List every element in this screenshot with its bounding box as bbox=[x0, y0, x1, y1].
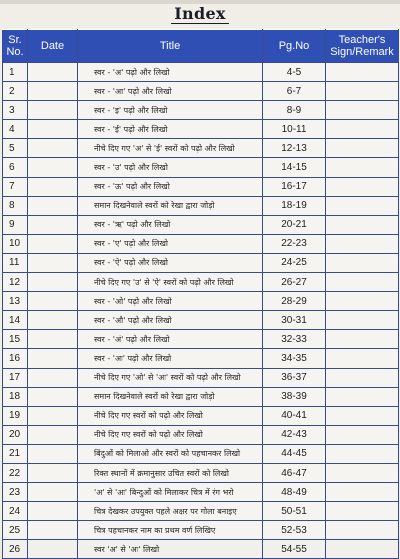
cell-page-no: 26-27 bbox=[263, 273, 326, 292]
cell-page-no: 28-29 bbox=[263, 292, 326, 311]
cell-date bbox=[28, 540, 78, 559]
cell-sr-no: 15 bbox=[3, 330, 28, 349]
cell-page-no: 40-41 bbox=[263, 406, 326, 425]
cell-teacher-sign bbox=[326, 63, 399, 82]
cell-sr-no: 17 bbox=[3, 368, 28, 387]
cell-sr-no: 25 bbox=[3, 521, 28, 540]
table-row bbox=[3, 215, 399, 234]
cell-title: स्वर - 'अं' पढ़ो और लिखो bbox=[78, 330, 263, 349]
cell-sr-no: 5 bbox=[3, 139, 28, 158]
cell-teacher-sign bbox=[326, 196, 399, 215]
cell-sr-no: 16 bbox=[3, 349, 28, 368]
header-date: Date bbox=[28, 30, 78, 63]
cell-date bbox=[28, 196, 78, 215]
cell-title: 'अ' से 'अः' बिन्दुओं को मिलाकर चित्र में रंग भरो bbox=[78, 483, 263, 502]
cell-page-no: 54-55 bbox=[263, 540, 326, 559]
cell-teacher-sign bbox=[326, 463, 399, 482]
cell-teacher-sign bbox=[326, 444, 399, 463]
cell-teacher-sign bbox=[326, 215, 399, 234]
cell-sr-no: 2 bbox=[3, 82, 28, 101]
cell-teacher-sign bbox=[326, 521, 399, 540]
cell-title: स्वर - 'उ' पढ़ो और लिखो bbox=[78, 158, 263, 177]
cell-sr-no: 19 bbox=[3, 406, 28, 425]
cell-teacher-sign bbox=[326, 540, 399, 559]
cell-date bbox=[28, 425, 78, 444]
cell-sr-no: 24 bbox=[3, 502, 28, 521]
table-row bbox=[3, 311, 399, 330]
cell-title: स्वर - 'ई' पढ़ो और लिखो bbox=[78, 120, 263, 139]
cell-teacher-sign bbox=[326, 368, 399, 387]
cell-page-no: 4-5 bbox=[263, 63, 326, 82]
cell-teacher-sign bbox=[326, 139, 399, 158]
cell-sr-no: 23 bbox=[3, 483, 28, 502]
title-underline bbox=[171, 23, 229, 24]
cell-sr-no: 7 bbox=[3, 177, 28, 196]
table-row bbox=[3, 120, 399, 139]
cell-sr-no: 26 bbox=[3, 540, 28, 559]
cell-sr-no: 8 bbox=[3, 196, 28, 215]
header-teacher-sign bbox=[326, 30, 399, 63]
cell-title: नीचे दिए गए 'अ' से 'ई' स्वरों को पढ़ो और लिखो bbox=[78, 139, 263, 158]
cell-sr-no: 12 bbox=[3, 273, 28, 292]
cell-date bbox=[28, 63, 78, 82]
page-title: Index bbox=[174, 4, 226, 23]
table-row bbox=[3, 101, 399, 120]
table-row bbox=[3, 463, 399, 482]
cell-page-no: 50-51 bbox=[263, 502, 326, 521]
cell-date bbox=[28, 273, 78, 292]
cell-teacher-sign bbox=[326, 311, 399, 330]
cell-page-no: 22-23 bbox=[263, 234, 326, 253]
cell-title: चित्र देखकर उपयुक्त पहले अक्षर पर गोला बनाइए bbox=[78, 502, 263, 521]
cell-title: स्वर - 'ऋ' पढ़ो और लिखो bbox=[78, 215, 263, 234]
cell-date bbox=[28, 101, 78, 120]
cell-teacher-sign bbox=[326, 273, 399, 292]
cell-page-no: 8-9 bbox=[263, 101, 326, 120]
cell-date bbox=[28, 483, 78, 502]
cell-date bbox=[28, 253, 78, 272]
cell-page-no: 30-31 bbox=[263, 311, 326, 330]
cell-date bbox=[28, 463, 78, 482]
header-page-no: Pg.No bbox=[263, 30, 326, 63]
table-row bbox=[3, 63, 399, 82]
table-row bbox=[3, 196, 399, 215]
table-row bbox=[3, 368, 399, 387]
cell-title: रिक्त स्थानों में क्रमानुसार उचित स्वरों को लिखो bbox=[78, 463, 263, 482]
cell-date bbox=[28, 82, 78, 101]
table-row bbox=[3, 502, 399, 521]
cell-date bbox=[28, 406, 78, 425]
header-sr-no bbox=[3, 30, 28, 63]
cell-sr-no: 13 bbox=[3, 292, 28, 311]
cell-page-no: 10-11 bbox=[263, 120, 326, 139]
cell-teacher-sign bbox=[326, 82, 399, 101]
cell-sr-no: 6 bbox=[3, 158, 28, 177]
cell-date bbox=[28, 139, 78, 158]
cell-page-no: 24-25 bbox=[263, 253, 326, 272]
cell-title: बिंदुओं को मिलाओ और स्वरों को पहचानकर लिखो bbox=[78, 444, 263, 463]
cell-title: स्वर - 'आ' पढ़ो और लिखो bbox=[78, 82, 263, 101]
cell-date bbox=[28, 330, 78, 349]
cell-sr-no: 18 bbox=[3, 387, 28, 406]
cell-title: स्वर - 'अ' पढ़ो और लिखो bbox=[78, 63, 263, 82]
cell-page-no: 38-39 bbox=[263, 387, 326, 406]
table-row bbox=[3, 406, 399, 425]
cell-date bbox=[28, 177, 78, 196]
cell-teacher-sign bbox=[326, 292, 399, 311]
cell-title: स्वर - 'ए' पढ़ो और लिखो bbox=[78, 234, 263, 253]
table-row bbox=[3, 444, 399, 463]
cell-page-no: 48-49 bbox=[263, 483, 326, 502]
cell-sr-no: 11 bbox=[3, 253, 28, 272]
table-row bbox=[3, 158, 399, 177]
cell-sr-no: 20 bbox=[3, 425, 28, 444]
cell-teacher-sign bbox=[326, 101, 399, 120]
cell-page-no: 34-35 bbox=[263, 349, 326, 368]
cell-teacher-sign bbox=[326, 387, 399, 406]
cell-page-no: 16-17 bbox=[263, 177, 326, 196]
table-row bbox=[3, 425, 399, 444]
cell-sr-no: 3 bbox=[3, 101, 28, 120]
cell-teacher-sign bbox=[326, 330, 399, 349]
cell-page-no: 12-13 bbox=[263, 139, 326, 158]
cell-title: स्वर 'अ' से 'अः' लिखो bbox=[78, 540, 263, 559]
table-header-row bbox=[3, 30, 399, 63]
table-row bbox=[3, 234, 399, 253]
cell-title: नीचे दिए गए स्वरों को पढ़ो और लिखो bbox=[78, 425, 263, 444]
cell-title: चित्र पहचानकर नाम का प्रथम वर्ण लिखिए bbox=[78, 521, 263, 540]
cell-sr-no: 9 bbox=[3, 215, 28, 234]
table-row bbox=[3, 330, 399, 349]
cell-sr-no: 4 bbox=[3, 120, 28, 139]
cell-page-no: 20-21 bbox=[263, 215, 326, 234]
cell-date bbox=[28, 444, 78, 463]
table-row bbox=[3, 292, 399, 311]
cell-date bbox=[28, 368, 78, 387]
cell-date bbox=[28, 521, 78, 540]
cell-title: स्वर - 'ऐ' पढ़ो और लिखो bbox=[78, 253, 263, 272]
cell-page-no: 6-7 bbox=[263, 82, 326, 101]
cell-title: समान दिखनेवाले स्वरों को रेखा द्वारा जोड़ो bbox=[78, 196, 263, 215]
cell-sr-no: 22 bbox=[3, 463, 28, 482]
cell-teacher-sign bbox=[326, 406, 399, 425]
cell-teacher-sign bbox=[326, 425, 399, 444]
cell-page-no: 32-33 bbox=[263, 330, 326, 349]
table-row bbox=[3, 253, 399, 272]
cell-title: नीचे दिए गए 'उ' से 'ऐ' स्वरों को पढ़ो और लिखो bbox=[78, 273, 263, 292]
cell-date bbox=[28, 120, 78, 139]
cell-date bbox=[28, 292, 78, 311]
header-sign-label: Teacher's Sign/Remark bbox=[330, 34, 394, 58]
table-row bbox=[3, 273, 399, 292]
cell-teacher-sign bbox=[326, 253, 399, 272]
cell-date bbox=[28, 387, 78, 406]
header-title: Title bbox=[78, 30, 263, 63]
cell-sr-no: 1 bbox=[3, 63, 28, 82]
cell-date bbox=[28, 502, 78, 521]
table-row bbox=[3, 82, 399, 101]
cell-page-no: 46-47 bbox=[263, 463, 326, 482]
cell-page-no: 14-15 bbox=[263, 158, 326, 177]
cell-page-no: 36-37 bbox=[263, 368, 326, 387]
cell-teacher-sign bbox=[326, 483, 399, 502]
cell-title: स्वर - 'इ' पढ़ो और लिखो bbox=[78, 101, 263, 120]
cell-teacher-sign bbox=[326, 234, 399, 253]
cell-page-no: 44-45 bbox=[263, 444, 326, 463]
cell-page-no: 42-43 bbox=[263, 425, 326, 444]
cell-title: स्वर - 'अः' पढ़ो और लिखो bbox=[78, 349, 263, 368]
table-row bbox=[3, 139, 399, 158]
cell-title: स्वर - 'ओ' पढ़ो और लिखो bbox=[78, 292, 263, 311]
cell-date bbox=[28, 158, 78, 177]
cell-title: स्वर - 'औ' पढ़ो और लिखो bbox=[78, 311, 263, 330]
cell-title: नीचे दिए गए स्वरों को पढ़ो और लिखो bbox=[78, 406, 263, 425]
cell-page-no: 52-53 bbox=[263, 521, 326, 540]
cell-page-no: 18-19 bbox=[263, 196, 326, 215]
header-sr-label: Sr. No. bbox=[6, 34, 24, 58]
table-row bbox=[3, 483, 399, 502]
cell-sr-no: 10 bbox=[3, 234, 28, 253]
cell-date bbox=[28, 215, 78, 234]
cell-sr-no: 14 bbox=[3, 311, 28, 330]
cell-teacher-sign bbox=[326, 177, 399, 196]
cell-sr-no: 21 bbox=[3, 444, 28, 463]
cell-date bbox=[28, 311, 78, 330]
cell-teacher-sign bbox=[326, 158, 399, 177]
table-row bbox=[3, 540, 399, 559]
cell-teacher-sign bbox=[326, 502, 399, 521]
cell-title: स्वर - 'ऊ' पढ़ो और लिखो bbox=[78, 177, 263, 196]
table-row bbox=[3, 387, 399, 406]
index-table bbox=[2, 29, 399, 559]
cell-date bbox=[28, 349, 78, 368]
cell-date bbox=[28, 234, 78, 253]
cell-title: समान दिखनेवाले स्वरों को रेखा द्वारा जोड़ो bbox=[78, 387, 263, 406]
cell-title: नीचे दिए गए 'ओ' से 'अः' स्वरों को पढ़ो और लिखो bbox=[78, 368, 263, 387]
cell-teacher-sign bbox=[326, 349, 399, 368]
table-row bbox=[3, 177, 399, 196]
cell-teacher-sign bbox=[326, 120, 399, 139]
table-row bbox=[3, 349, 399, 368]
table-row bbox=[3, 521, 399, 540]
